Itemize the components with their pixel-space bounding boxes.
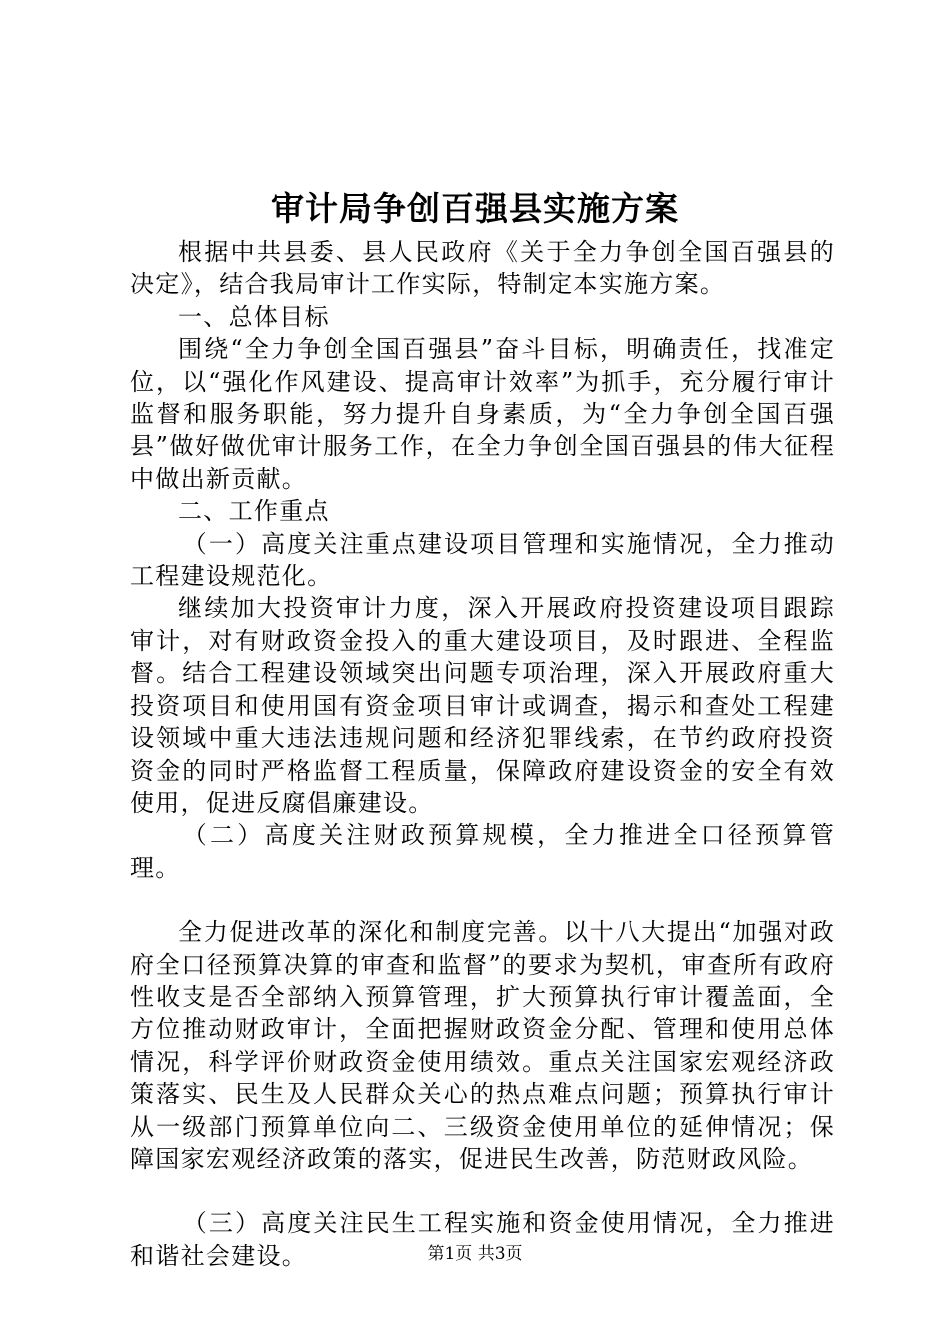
paragraph-spacer	[130, 1175, 835, 1207]
paragraph-spacer	[130, 884, 835, 916]
subheading-item-1: （一）高度关注重点建设项目管理和实施情况，全力推动工程建设规范化。	[130, 529, 835, 591]
subheading-item-3: （三）高度关注民生工程实施和资金使用情况，全力推进和谐社会建设。	[130, 1209, 835, 1270]
page-number-footer: 第1页 共3页	[427, 1244, 523, 1264]
intro-paragraph: 根据中共县委、县人民政府《关于全力争创全国百强县的决定》，结合我局审计工作实际，特制定本实施方案。	[130, 238, 835, 299]
document-title: 审计局争创百强县实施方案	[271, 189, 679, 228]
section-heading-work-focus: 二、工作重点	[178, 497, 330, 526]
item-1-paragraph: 继续加大投资审计力度，深入开展政府投资建设项目跟踪审计，对有财政资金投入的重大建设项目，及时跟进、全程监督。结合工程建设领域突出问题专项治理，深入开展政府重大投资项目和使用国有资金项目审计或调查，揭示和查处工程建设领域中重大违法违规问题和经济犯罪线索，在节约政府投资资金的同时严格监督工程质量，保障政府建设资金的安全有效使用，促进反腐倡廉建设。	[130, 594, 835, 817]
subheading-item-2: （二）高度关注财政预算规模，全力推进全口径预算管理。	[130, 821, 835, 882]
document-body	[130, 236, 835, 1272]
section-heading-overall-goal: 一、总体目标	[178, 302, 330, 331]
item-2-paragraph: 全力促进改革的深化和制度完善。以十八大提出“加强对政府全口径预算决算的审查和监督”的要求为契机，审查所有政府性收支是否全部纳入预算管理，扩大预算执行审计覆盖面，全方位推动财政审计，全面把握财政资金分配、管理和使用总体情况，科学评价财政资金使用绩效。重点关注国家宏观经济政策落实、民生及人民群众关心的热点难点问题；预算执行审计从一级部门预算单位向二、三级资金使用单位的延伸情况；保障国家宏观经济政策的落实，促进民生改善，防范财政风险。	[130, 918, 835, 1173]
overall-goal-paragraph: 围绕“全力争创全国百强县”奋斗目标，明确责任，找准定位，以“强化作风建设、提高审计效率”为抓手，充分履行审计监督和服务职能，努力提升自身素质，为“全力争创全国百强县”做好做优审计服务工作，在全力争创全国百强县的伟大征程中做出新贡献。	[130, 335, 835, 493]
